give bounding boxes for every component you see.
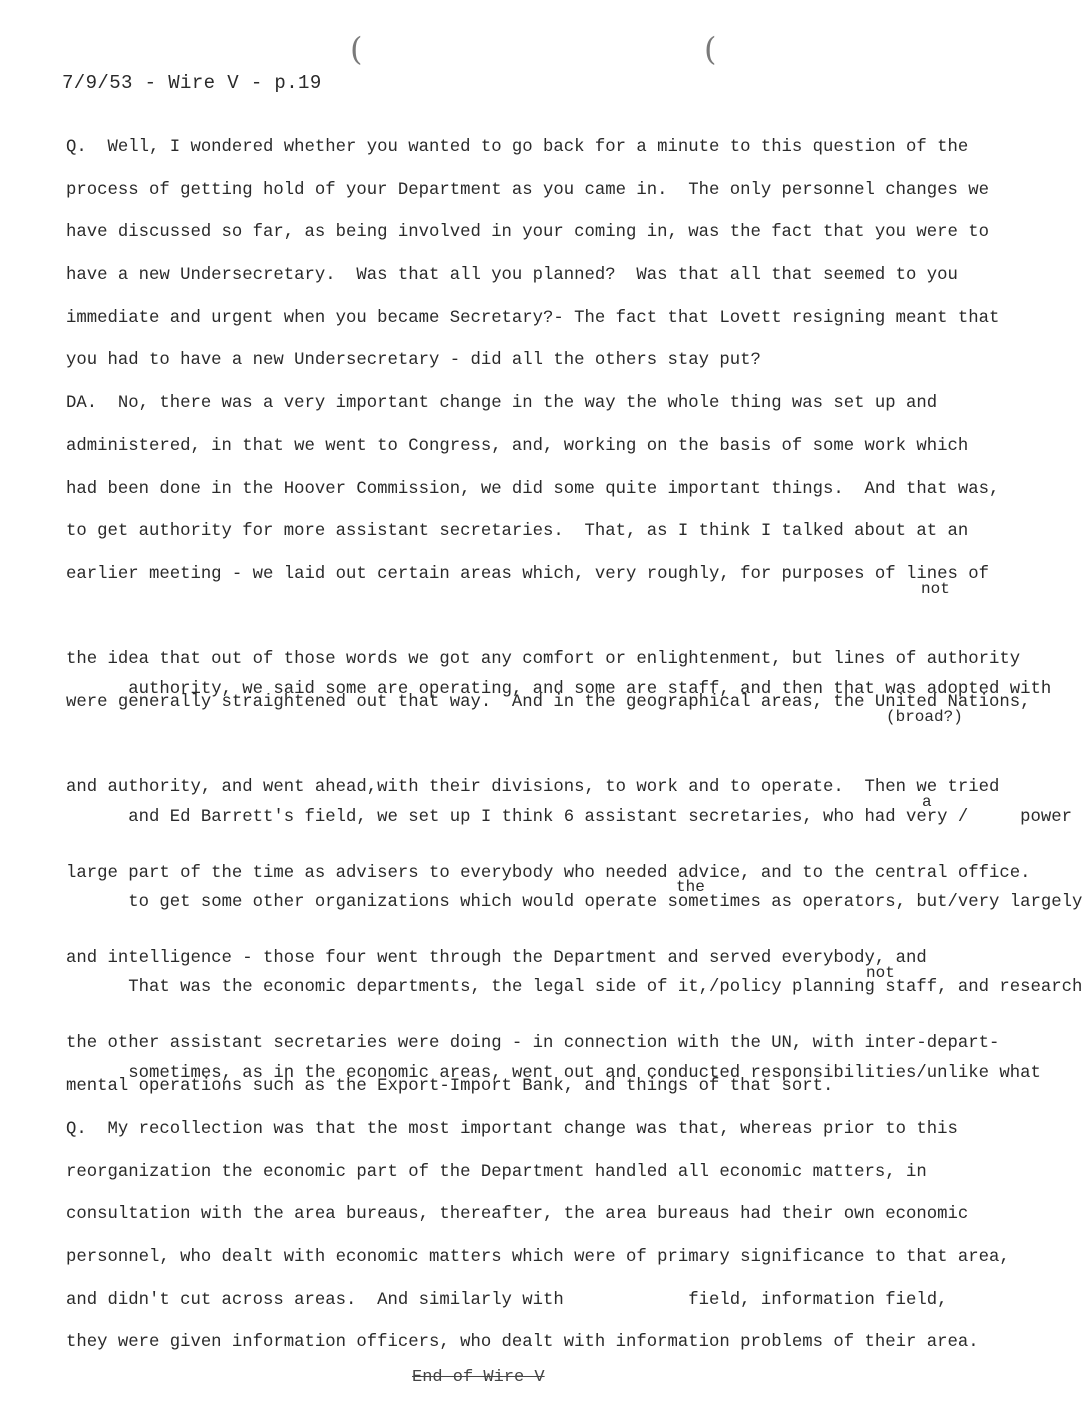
line-text: authority, we said some are operating, and some are staff, and then that was adopted with: [128, 679, 1052, 699]
text-line: process of getting hold of your Department as you came in. The only personnel changes we: [66, 180, 989, 200]
line-text: to get some other organizations which would operate sometimes as operators, but/very largely: [128, 893, 1083, 912]
text-line: consultation with the area bureaus, thereafter, the area bureaus had their own economic: [66, 1205, 969, 1225]
text-line: have a new Undersecretary. Was that all you planned? Was that all that seemed to you: [66, 266, 958, 286]
insertion-broad: (broad?): [886, 707, 963, 726]
text-line: immediate and urgent when you became Secretary?- The fact that Lovett resigning meant that: [66, 308, 1000, 328]
text-line: and intelligence - those four went through the Department and served everybody, and: [66, 949, 927, 969]
transcript-body: [66, 130, 1083, 1368]
line-text: That was the economic departments, the legal side of it,/policy planning staff, and research: [128, 978, 1083, 998]
text-line: large part of the time as advisers to everybody who needed advice, and to the central office.: [66, 863, 1031, 883]
page-header: 7/9/53 - Wire V - p.19: [62, 72, 322, 94]
text-line: were generally straightened out that way. And in the geographical areas, the United Nations,: [66, 692, 1031, 712]
text-line: administered, in that we went to Congress, and, working on the basis of some work which: [66, 436, 969, 456]
text-line: Q. My recollection was that the most important change was that, whereas prior to this: [66, 1119, 958, 1139]
punch-mark-right: (: [704, 30, 717, 68]
text-line: and authority, and went ahead,with their divisions, to work and to operate. Then we tried: [66, 778, 1000, 798]
insertion-a: a: [922, 793, 932, 811]
insertion-not: not: [921, 579, 950, 598]
text-line: earlier meeting - we laid out certain areas which, very roughly, for purposes of lines of: [66, 564, 989, 584]
text-line: the idea that out of those words we got any comfort or enlightenment, but lines of authority: [66, 650, 1021, 670]
text-line: mental operations such as the Export-Import Bank, and things of that sort.: [66, 1077, 834, 1097]
text-line: the other assistant secretaries were doing - in connection with the UN, with inter-depart-: [66, 1034, 1000, 1054]
text-line: have discussed so far, as being involved in your coming in, was the fact that you were to: [66, 223, 989, 243]
insertion-not: not: [866, 963, 895, 982]
text-line: reorganization the economic part of the Department handled all economic matters, in: [66, 1162, 927, 1182]
text-line: you had to have a new Undersecretary - did all the others stay put?: [66, 351, 761, 371]
text-line: and didn't cut across areas. And similarly with field, information field,: [66, 1290, 948, 1310]
line-text: and Ed Barrett's field, we set up I think 6 assistant secretaries, who had very / power: [128, 807, 1072, 827]
punch-mark-left: (: [350, 30, 363, 68]
text-line: personnel, who dealt with economic matters which were of primary significance to that area,: [66, 1247, 1010, 1267]
line-text: sometimes, as in the economic areas, went out and conducted responsibilities/unlike what: [128, 1063, 1041, 1083]
end-of-wire-note: End of Wire V: [412, 1368, 545, 1387]
text-line: DA. No, there was a very important change in the way the whole thing was set up and: [66, 394, 938, 414]
insertion-the: the: [676, 878, 705, 897]
text-line: they were given information officers, who dealt with information problems of their area.: [66, 1333, 979, 1353]
text-line: had been done in the Hoover Commission, we did some quite important things. And that was,: [66, 479, 1000, 499]
text-line: Q. Well, I wondered whether you wanted to go back for a minute to this question of the: [66, 138, 969, 157]
text-line: to get authority for more assistant secretaries. That, as I think I talked about at an: [66, 522, 969, 542]
